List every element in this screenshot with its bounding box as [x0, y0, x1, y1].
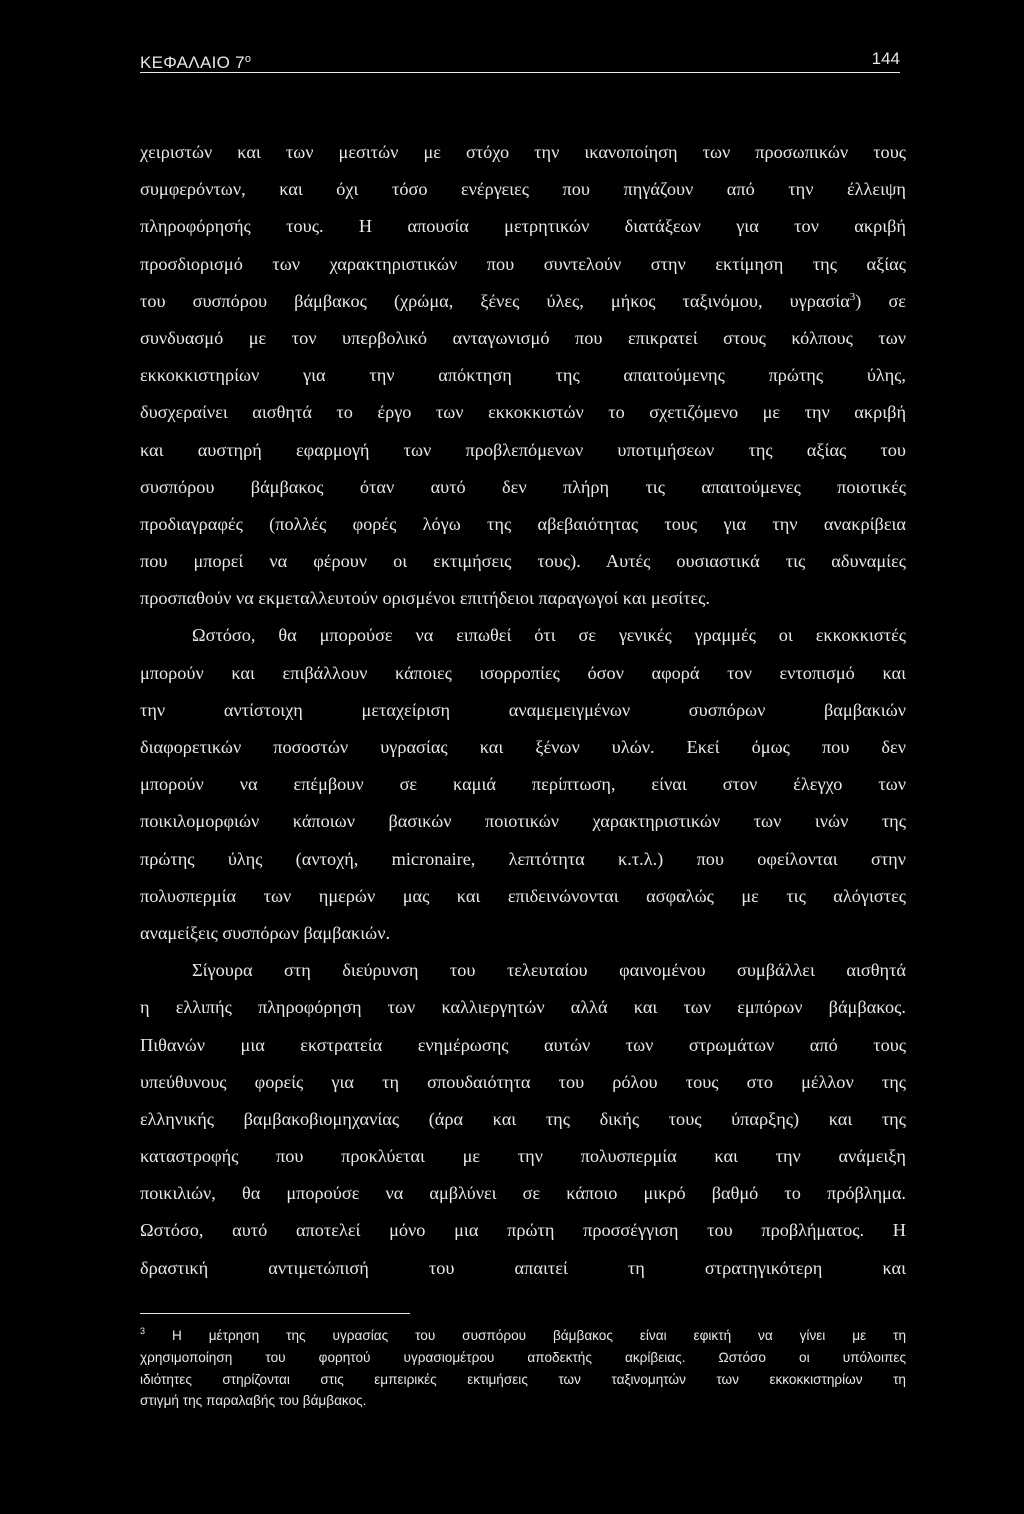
text-line: καταστροφής που προκλύεται με την πολυσπερμία και την ανάμειξη	[140, 1146, 906, 1167]
text-line: πληροφόρησής τους. Η απουσία μετρητικών διατάξεων για τον ακριβή	[140, 216, 906, 237]
footnotes	[140, 1325, 906, 1412]
text-line: προδιαγραφές (πολλές φορές λόγω της αβεβαιότητας τους για την ανακρίβεια	[140, 513, 906, 534]
text-line: πρώτης ύλης (αντοχή, micronaire, λεπτότητα κ.τ.λ.) που οφείλονται στην	[140, 848, 906, 869]
text-line: δυσχεραίνει αισθητά το έργο των εκκοκκιστών το σχετιζόμενο με την ακριβή	[140, 402, 906, 423]
text-line: Πιθανών μια εκστρατεία ενημέρωσης αυτών των στρωμάτων από τους	[140, 1034, 906, 1055]
footnote-divider	[140, 1313, 410, 1314]
page-header	[140, 46, 900, 73]
text-line: προσδιορισμό των χαρακτηριστικών που συντελούν στην εκτίμηση της αξίας	[140, 253, 906, 274]
text-line: συμφερόντων, και όχι τόσο ενέργειες που πηγάζουν από την έλλειψη	[140, 179, 906, 200]
footnote-line: $^3$ Η μέτρηση της υγρασίας του συσπόρου βάμβακος είναι εφικτή να γίνει με τη	[140, 1326, 906, 1343]
footnote-line: στιγμή της παραλαβής του βάμβακος.	[140, 1393, 367, 1409]
chapter-title: ΚΕΦΑΛΑΙΟ $7^o$	[140, 53, 252, 72]
text-line: Ωστόσο, αυτό αποτελεί μόνο μια πρώτη προσσέγγιση του προβλήματος. Η	[140, 1220, 906, 1241]
text-line: η ελλιπής πληροφόρηση των καλλιεργητών αλλά και των εμπόρων βάμβακος.	[140, 997, 906, 1018]
text-line: χειριστών και των μεσιτών με στόχο την ικανοποίηση των προσωπικών τους	[140, 142, 906, 162]
footnote-ref: 3	[849, 290, 856, 303]
page-number: 144	[871, 49, 900, 68]
text-line-with-footnote-ref: του συσπόρου βάμβακος (χρώμα, ξένες ύλες, μήκος ταξινόμου, υγρασία$^3$) σε	[140, 290, 906, 311]
text-line: προσπαθούν να εκμεταλλευτούν ορισμένοι επιτήδειοι παραγωγοί και μεσίτες.	[140, 588, 710, 609]
text-line: και αυστηρή εφαρμογή των προβλεπόμενων υποτιμήσεων της αξίας του	[140, 439, 906, 460]
footnote-line: χρησιμοποίηση του φορητού υγρασιομέτρου αποδεκτής ακρίβειας. Ωστόσο οι υπόλοιπες	[140, 1349, 906, 1365]
text-line: συνδυασμό με τον υπερβολικό ανταγωνισμό που επικρατεί στους κόλπους των	[140, 327, 906, 348]
text-line: την αντίστοιχη μεταχείριση αναμεμειγμένων συσπόρων βαμβακιών	[140, 699, 906, 720]
body-text	[140, 134, 906, 1287]
footnote-marker: 3	[140, 1326, 146, 1336]
text-line: συσπόρου βάμβακος όταν αυτό δεν πλήρη τις απαιτούμενες ποιοτικές	[140, 476, 906, 497]
text-line: που μπορεί να φέρουν οι εκτιμήσεις τους). Αυτές ουσιαστικά τις αδυναμίες	[140, 551, 906, 572]
text-line: εκκοκκιστηρίων για την απόκτηση της απαιτούμενης πρώτης ύλης,	[140, 365, 906, 386]
text-line: ελληνικής βαμβακοβιομηχανίας (άρα και της δικής τους ύπαρξης) και της	[140, 1108, 906, 1129]
footnote-line: ιδιότητες στηρίζονται στις εμπειρικές εκτιμήσεις των ταξινομητών των εκκοκκιστηρίων τη	[140, 1371, 906, 1387]
text-line: μπορούν να επέμβουν σε καμιά περίπτωση, είναι στον έλεγχο των	[140, 774, 906, 795]
text-line: ποικιλιών, θα μπορούσε να αμβλύνει σε κάποιο μικρό βαθμό το πρόβλημα.	[140, 1183, 906, 1204]
text-line: Σίγουρα στη διεύρυνση του τελευταίου φαινομένου συμβάλλει αισθητά	[192, 960, 906, 981]
text-line: δραστική αντιμετώπισή του απαιτεί τη στρατηγικότερη και	[140, 1257, 906, 1278]
text-line: διαφορετικών ποσοστών υγρασίας και ξένων υλών. Εκεί όμως που δεν	[140, 737, 906, 757]
text-line: μπορούν και επιβάλλουν κάποιες ισορροπίες όσον αφορά τον εντοπισμό και	[140, 662, 906, 683]
text-line: ποικιλομορφιών κάποιων βασικών ποιοτικών χαρακτηριστικών των ινών της	[140, 811, 906, 832]
text-line: υπεύθυνους φορείς για τη σπουδαιότητα του ρόλου τους στο μέλλον της	[140, 1071, 906, 1092]
text-line: αναμείξεις συσπόρων βαμβακιών.	[140, 922, 391, 943]
text-line: Ωστόσο, θα μπορούσε να ειπωθεί ότι σε γενικές γραμμές οι εκκοκκιστές	[192, 625, 906, 646]
text-line: πολυσπερμία των ημερών μας και επιδεινώνονται ασφαλώς με τις αλόγιστες	[140, 885, 906, 906]
